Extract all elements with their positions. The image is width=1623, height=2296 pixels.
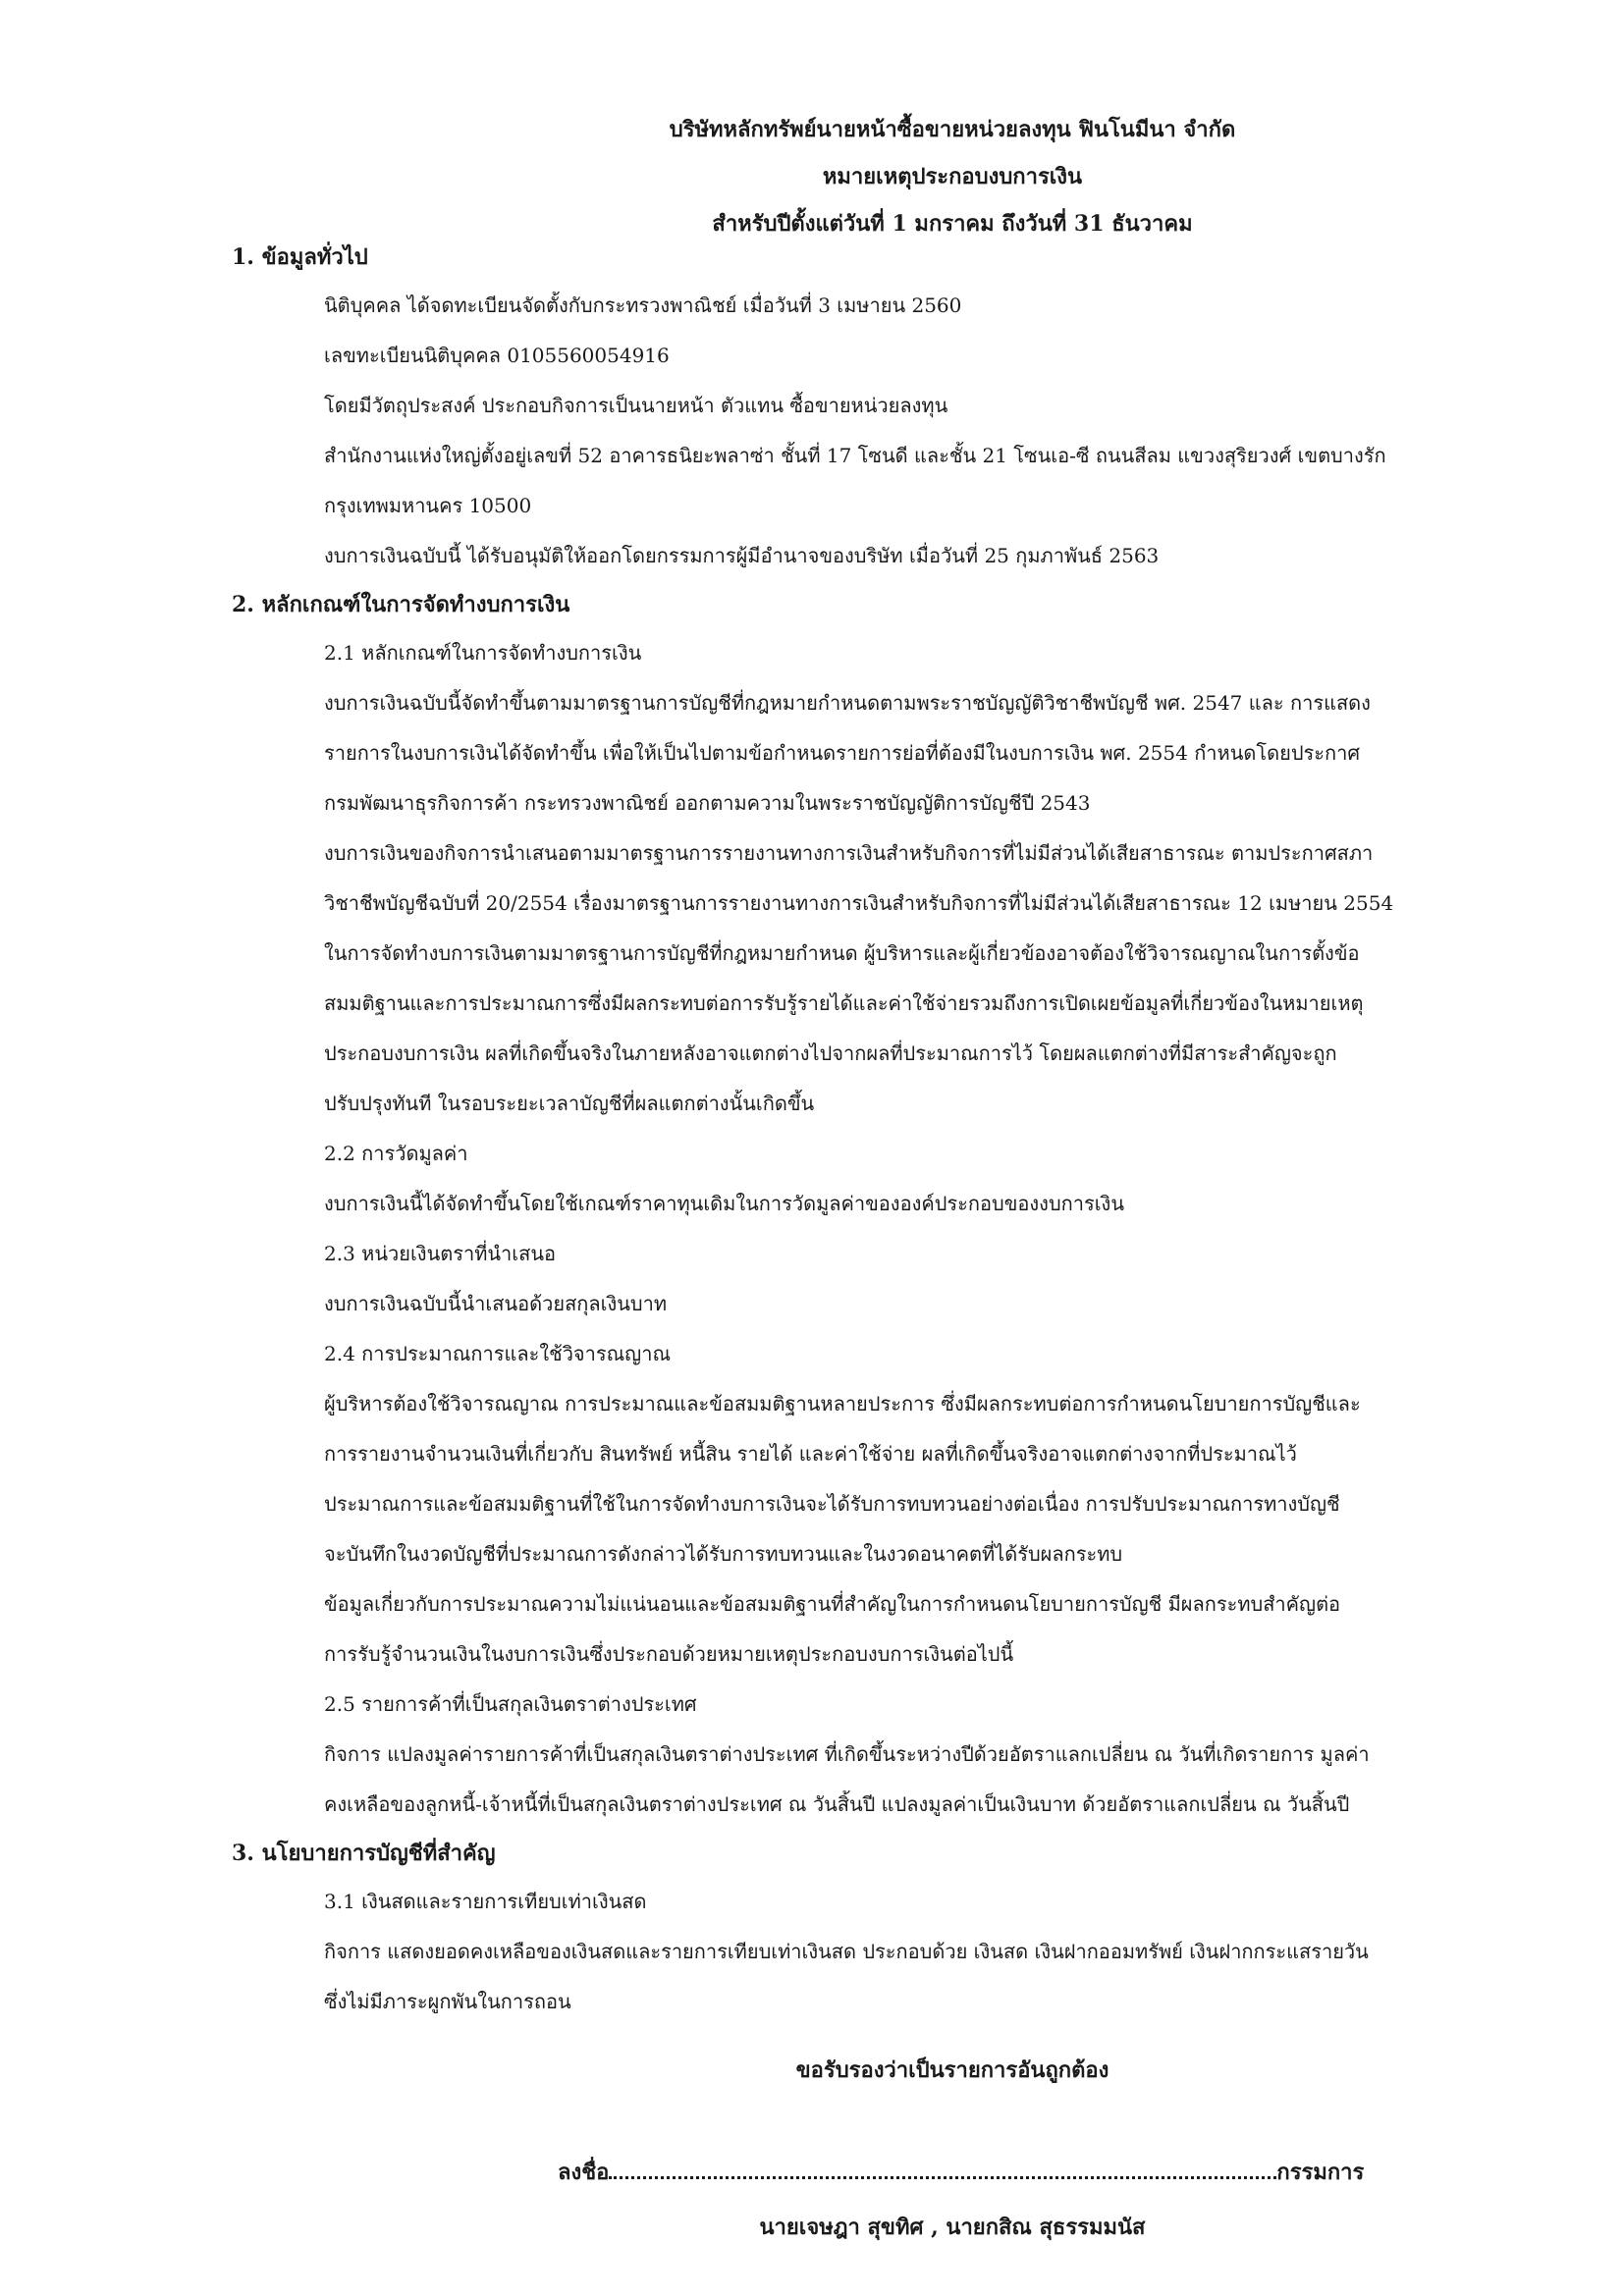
section-1-line: สำนักงานแห่งใหญ่ตั้งอยู่เลขที่ 52 อาคารธนิยะพลาซ่า ชั้นที่ 17 โซนดี และชั้น 21 โซนเอ-ซี ถนนสีลม แขวงสุริยวงศ์ เขตบางรัก [324,444,1386,467]
section-2-1-line: ในการจัดทำงบการเงินตามมาตรฐานการบัญชีที่กฎหมายกำหนด ผู้บริหารและผู้เกี่ยวข้องอาจต้องใช้วิจารณญาณในการตั้งข้อ [324,941,1360,965]
section-2-1-line: สมมติฐานและการประมาณการซึ่งมีผลกระทบต่อการรับรู้รายได้และค่าใช้จ่ายรวมถึงการเปิดเผยข้อมูลที่เกี่ยวข้องในหมายเหตุ [324,991,1364,1015]
section-2-4-line: การรับรู้จำนวนเงินในงบการเงินซึ่งประกอบด้วยหมายเหตุประกอบงบการเงินต่อไปนี้ [324,1642,1014,1666]
section-2-1-title: 2.1 หลักเกณฑ์ในการจัดทำงบการเงิน [324,641,642,665]
sign-role: กรรมการ [1276,2160,1365,2185]
section-3-title: 3. นโยบายการบัญชีที่สำคัญ [232,1841,496,1866]
section-2-2-line: งบการเงินนี้ได้จัดทำขึ้นโดยใช้เกณฑ์ราคาทุนเดิมในการวัดมูลค่าขององค์ประกอบของงบการเงิน [324,1192,1124,1215]
section-2-1-line: ปรับปรุงทันที ในรอบระยะเวลาบัญชีที่ผลแตกต่างนั้นเกิดขึ้น [324,1092,815,1115]
section-2-5-line: กิจการ แปลงมูลค่ารายการค้าที่เป็นสกุลเงินตราต่างประเทศ ที่เกิดขึ้นระหว่างปีด้วยอัตราแลกเปลี่ยน ณ วันที่เกิดรายการ มูลค่า [324,1742,1370,1766]
section-2-4-line: ประมาณการและข้อสมมติฐานที่ใช้ในการจัดทำงบการเงินจะได้รับการทบทวนอย่างต่อเนื่อง การปรับประมาณการทางบัญชี [324,1492,1340,1516]
section-2-1-line: งบการเงินของกิจการนำเสนอตามมาตรฐานการรายงานทางการเงินสำหรับกิจการที่ไม่มีส่วนได้เสียสาธารณะ ตามประกาศสภา [324,841,1374,865]
section-2-4-line: ผู้บริหารต้องใช้วิจารณญาณ การประมาณและข้อสมมติฐานหลายประการ ซึ่งมีผลกระทบต่อการกำหนดนโยบายการบัญชีและ [324,1392,1361,1415]
section-3-1-title: 3.1 เงินสดและรายการเทียบเท่าเงินสด [324,1890,647,1913]
section-2-5-title: 2.5 รายการค้าที่เป็นสกุลเงินตราต่างประเทศ [324,1692,697,1716]
document-header [550,106,1355,247]
section-2-1-line: งบการเงินฉบับนี้จัดทำขึ้นตามมาตรฐานการบัญชีที่กฎหมายกำหนดตามพระราชบัญญัติวิชาชีพบัญชี พศ. 2547 และ การแสดง [324,691,1371,715]
section-2-4-line: การรายงานจำนวนเงินที่เกี่ยวกับ สินทรัพย์ หนี้สิน รายได้ และค่าใช้จ่าย ผลที่เกิดขึ้นจริงอาจแตกต่างจากที่ประมาณไว้ [324,1442,1297,1466]
signature-line [558,2149,1364,2196]
section-2-1-line: รายการในงบการเงินได้จัดทำขึ้น เพื่อให้เป็นไปตามข้อกำหนดรายการย่อที่ต้องมีในงบการเงิน พศ. 2554 กำหนดโดยประกาศ [324,741,1361,765]
section-2-3-title: 2.3 หน่วยเงินตราที่นำเสนอ [324,1242,557,1265]
company-name: บริษัทหลักทรัพย์นายหน้าซื้อขายหน่วยลงทุน ฟินโนมีนา จำกัด [669,117,1236,142]
section-2-4-line: จะบันทึกในงวดบัญชีที่ประมาณการดังกล่าวได้รับการทบทวนและในงวดอนาคตที่ได้รับผลกระทบ [324,1542,1123,1566]
section-2-title: 2. หลักเกณฑ์ในการจัดทำงบการเงิน [232,592,570,617]
section-3-1-line: ซึ่งไม่มีภาระผูกพันในการถอน [324,1990,571,2013]
section-2-2-title: 2.2 การวัดมูลค่า [324,1142,468,1165]
section-2-1-line: กรมพัฒนาธุรกิจการค้า กระทรวงพาณิชย์ ออกตามความในพระราชบัญญัติการบัญชีปี 2543 [324,791,1091,815]
certification-statement: ขอรับรองว่าเป็นรายการอันถูกต้อง [795,2057,1109,2083]
section-2-1-line: วิชาชีพบัญชีฉบับที่ 20/2554 เรื่องมาตรฐานการรายงานทางการเงินสำหรับกิจการที่ไม่มีส่วนได้เสียสาธารณะ 12 เมษายน 2554 [324,891,1394,915]
section-1-line: เลขทะเบียนนิติบุคคล 0105560054916 [324,344,670,367]
section-2-1-line: ประกอบงบการเงิน ผลที่เกิดขึ้นจริงในภายหลังอาจแตกต่างไปจากผลที่ประมาณการไว้ โดยผลแตกต่างที่มีสาระสำคัญจะถูก [324,1041,1337,1065]
signer-names: นายเจษฎา สุขทิศ , นายกสิณ สุธรรมมนัส [759,2215,1146,2240]
section-3-1-line: กิจการ แสดงยอดคงเหลือของเงินสดและรายการเทียบเท่าเงินสด ประกอบด้วย เงินสด เงินฝากออมทรัพย์ เงินฝากกระแสรายวัน [324,1940,1369,1963]
sign-prefix: ลงชื่อ [558,2160,610,2185]
section-1-line: โดยมีวัตถุประสงค์ ประกอบกิจการเป็นนายหน้า ตัวแทน ซื้อขายหน่วยลงทุน [324,394,948,417]
section-2-4-title: 2.4 การประมาณการและใช้วิจารณญาณ [324,1342,672,1365]
section-1-line: งบการเงินฉบับนี้ ได้รับอนุมัติให้ออกโดยกรรมการผู้มีอำนาจของบริษัท เมื่อวันที่ 25 กุมภาพันธ์ 2563 [324,544,1160,567]
document-body [232,234,1528,2027]
section-2-3-line: งบการเงินฉบับนี้นำเสนอด้วยสกุลเงินบาท [324,1292,668,1315]
signature-dotted-line [609,2159,1276,2179]
section-2-5-line: คงเหลือของลูกหนี้-เจ้าหนี้ที่เป็นสกุลเงินตราต่างประเทศ ณ วันสิ้นปี แปลงมูลค่าเป็นเงินบาท ด้วยอัตราแลกเปลี่ยน ณ วันสิ้นปี [324,1792,1350,1816]
document-title: หมายเหตุประกอบงบการเงิน [822,164,1083,189]
section-1-line: นิติบุคคล ได้จดทะเบียนจัดตั้งกับกระทรวงพาณิชย์ เมื่อวันที่ 3 เมษายน 2560 [324,294,962,317]
section-2-4-line: ข้อมูลเกี่ยวกับการประมาณความไม่แน่นอนและข้อสมมติฐานที่สำคัญในการกำหนดนโยบายการบัญชี มีผลกระทบสำคัญต่อ [324,1592,1341,1616]
reporting-period: สำหรับปีตั้งแต่วันที่ 1 มกราคม ถึงวันที่ 31 ธันวาคม [712,211,1193,237]
section-1-line: กรุงเทพมหานคร 10500 [324,494,532,517]
section-1-title: 1. ข้อมูลทั่วไป [232,244,368,270]
